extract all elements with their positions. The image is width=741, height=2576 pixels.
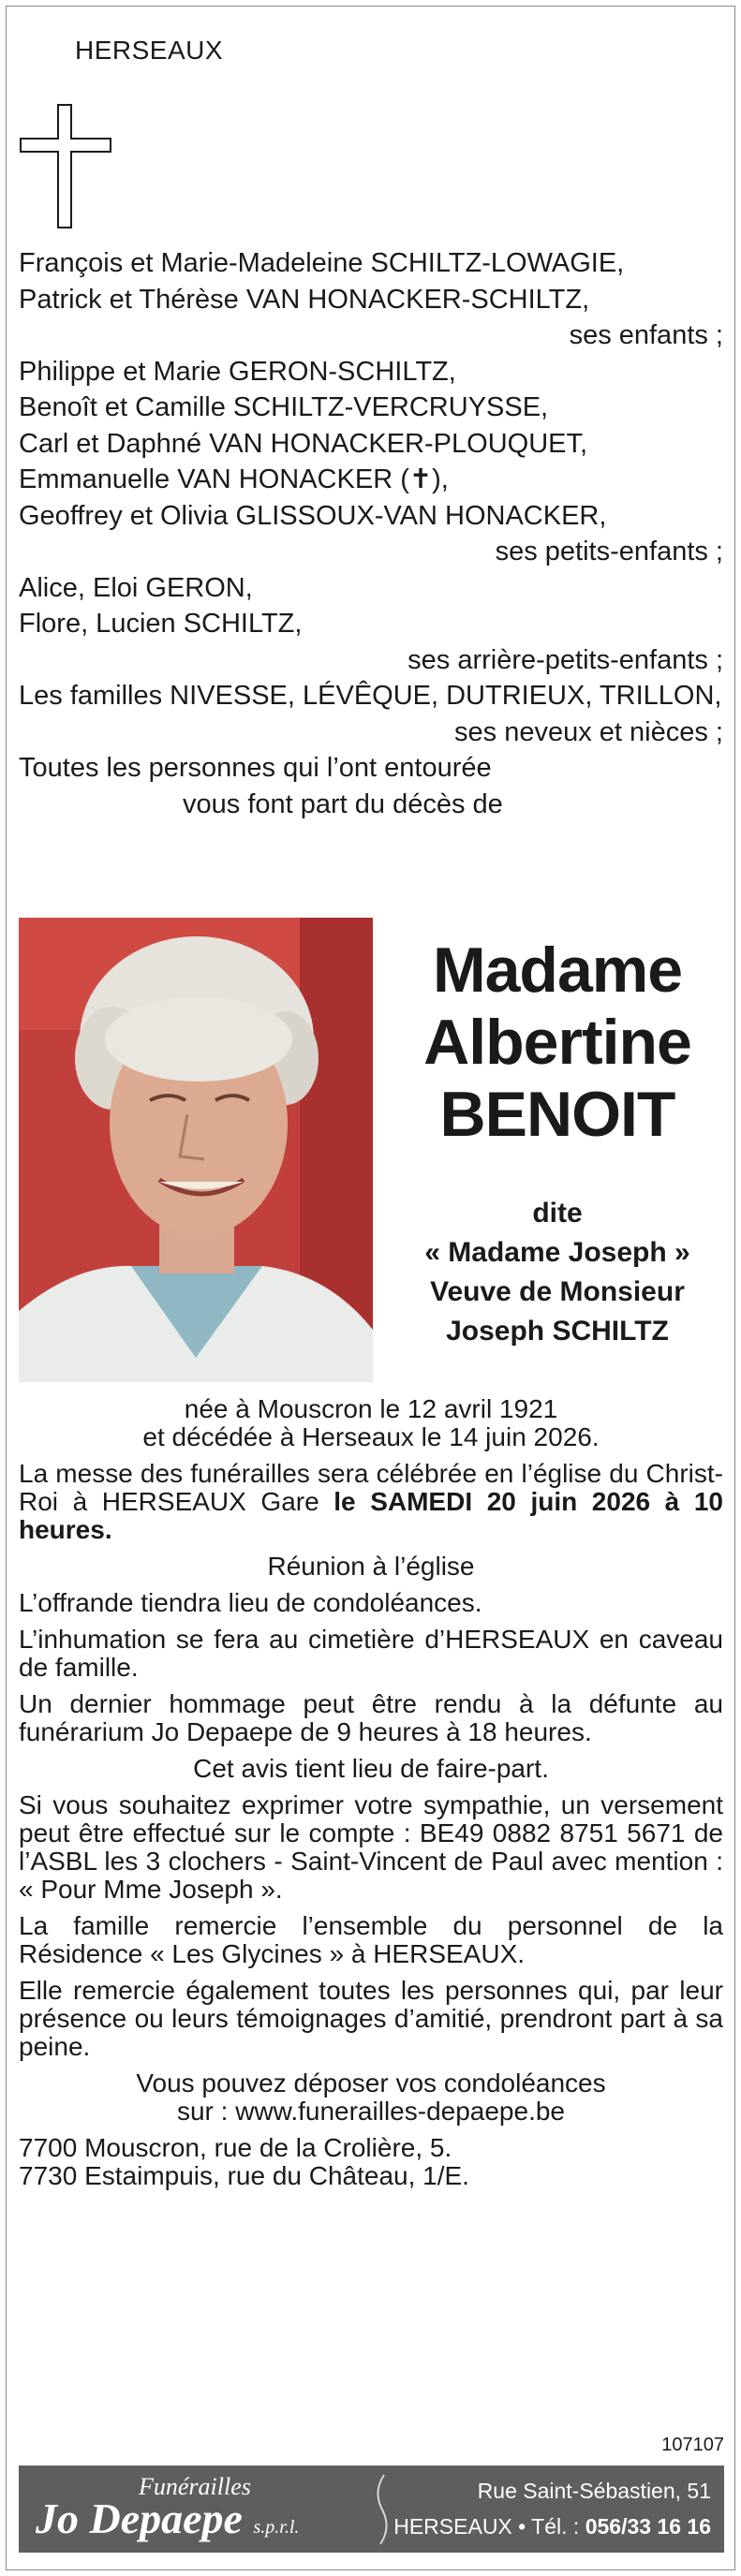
funeral-home-script: Funérailles: [139, 2473, 251, 2500]
family-line: Philippe et Marie GERON-SCHILTZ,: [19, 356, 456, 387]
funeral-home-city: HERSEAUX • Tél. :: [393, 2514, 585, 2539]
alias-name: « Madame Joseph »: [424, 1237, 690, 1268]
family-line: Emmanuelle VAN HONACKER (✝),: [19, 464, 449, 494]
portrait-photo: [19, 918, 373, 1382]
relation-label: ses neveux et nièces ;: [454, 716, 723, 747]
thanks-staff-paragraph: La famille remercie l’ensemble du personnel de la Résidence « Les Glycines » à HERSEAUX.: [19, 1911, 723, 1968]
funeral-home-banner: [19, 2466, 724, 2553]
location-heading: HERSEAUX: [75, 36, 224, 65]
funeral-home-contact: [393, 2514, 711, 2539]
spouse-name: Joseph SCHILTZ: [446, 1316, 669, 1347]
condolences-line: Vous pouvez déposer vos condoléances: [136, 2068, 606, 2098]
family-line: Toutes les personnes qui l’ont entourée: [19, 753, 492, 783]
relation-label: ses petits-enfants ;: [495, 537, 723, 567]
widow-line: Veuve de Monsieur: [430, 1276, 685, 1307]
mass-paragraph: [19, 1460, 723, 1544]
family-line: Alice, Eloi GERON,: [19, 572, 253, 603]
burial-paragraph: L’inhumation se fera au cimetière d’HERSEAUX en caveau de famille.: [19, 1625, 723, 1682]
birth-line: née à Mouscron le 12 avril 1921: [184, 1394, 558, 1423]
relation-label: ses arrière-petits-enfants ;: [408, 644, 723, 675]
funeral-home-name: [36, 2494, 299, 2543]
funeral-home-suffix: s.p.r.l.: [253, 2517, 300, 2538]
donation-paragraph: Si vous souhaitez exprimer votre sympathie, un versement peut être effectué sur le compte : BE49 0882 8751 5671 de l’ASBL les 3 clochers - Saint-Vincent de Paul avec mention : « Pour Mme Joseph ».: [19, 1790, 723, 1904]
announcement-line: vous font part du décès de: [183, 788, 503, 819]
family-line: Patrick et Thérèse VAN HONACKER-SCHILTZ,: [19, 284, 590, 315]
family-line: François et Marie-Madeleine SCHILTZ-LOWAGIE,: [19, 248, 625, 278]
deceased-name: [373, 935, 741, 1151]
family-line: Benoît et Camille SCHILTZ-VERCRUYSSE,: [19, 392, 549, 422]
thanks-all-paragraph: Elle remercie également toutes les personnes qui, par leur présence ou leurs témoignages d’amitié, prendront part à sa peine.: [19, 1976, 723, 2061]
deceased-last-name: BENOIT: [439, 1079, 675, 1150]
notice-body: [19, 1395, 723, 2199]
family-line: Geoffrey et Olivia GLISSOUX-VAN HONACKER,: [19, 500, 607, 531]
funeral-home-street: Rue Saint-Sébastien, 51: [477, 2479, 711, 2503]
funeral-home-title: Jo Depaepe: [36, 2495, 243, 2542]
reference-number: 107107: [661, 2435, 724, 2455]
family-list: [19, 245, 723, 822]
relation-label: ses enfants ;: [569, 320, 723, 350]
family-line: Les familles NIVESSE, LÉVÊQUE, DUTRIEUX, TRILLON,: [19, 681, 722, 711]
mass-text: La messe des funérailles sera célébrée en l’église du Christ-Roi à HERSEAUX Gare: [19, 1459, 723, 1516]
address-line: 7700 Mouscron, rue de la Crolière, 5.: [19, 2133, 452, 2162]
meeting-line: Réunion à l’église: [267, 1552, 475, 1581]
mass-date: le SAMEDI 20 juin 2026 à 10 heures.: [19, 1487, 723, 1544]
address-line: 7730 Estaimpuis, rue du Château, 1/E.: [19, 2161, 469, 2190]
offering-line: L’offrande tiendra lieu de condoléances.: [19, 1588, 482, 1617]
deceased-alias-block: [373, 1194, 741, 1351]
family-line: Flore, Lucien SCHILTZ,: [19, 609, 303, 639]
deceased-first-name: Albertine: [423, 1007, 691, 1078]
condolences-url: sur : www.funerailles-depaepe.be: [176, 2097, 565, 2126]
funeral-home-phone: 056/33 16 16: [585, 2514, 711, 2539]
deceased-title: Madame: [432, 935, 683, 1006]
family-line: Carl et Daphné VAN HONACKER-PLOUQUET,: [19, 428, 588, 459]
cross-icon: [19, 103, 112, 229]
alias-label: dite: [532, 1198, 583, 1229]
tribute-paragraph: Un dernier hommage peut être rendu à la défunte au funérarium Jo Depaepe de 9 heures à 18 heures.: [19, 1689, 723, 1746]
notice-line: Cet avis tient lieu de faire-part.: [193, 1754, 549, 1783]
death-line: et décédée à Herseaux le 14 juin 2026.: [142, 1422, 600, 1451]
